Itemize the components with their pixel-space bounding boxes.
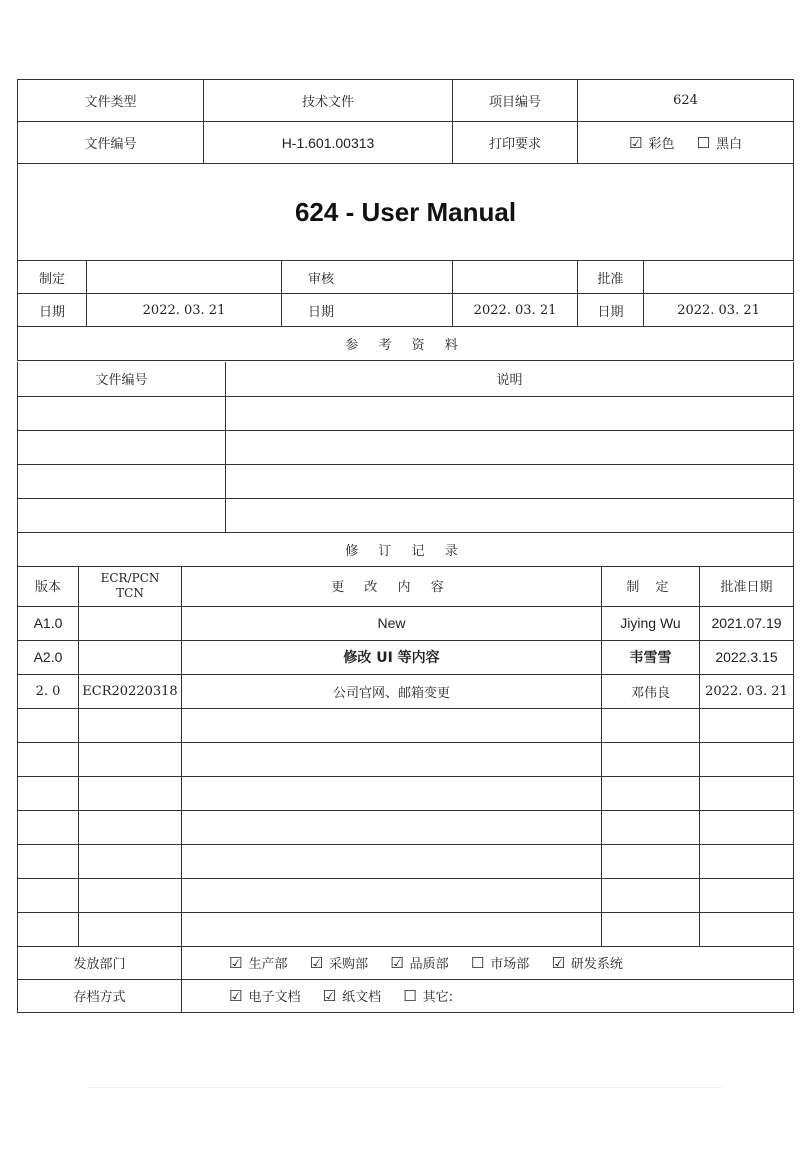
table-row bbox=[18, 810, 794, 844]
rev-col-version: 版本 bbox=[18, 566, 79, 606]
references-section-title: 参 考 资 料 bbox=[18, 327, 794, 361]
table-row bbox=[18, 640, 794, 674]
checkbox-checked-icon[interactable]: ☑ bbox=[629, 134, 643, 152]
ref-cell bbox=[226, 498, 794, 532]
revisions-section-title: 修 订 记 录 bbox=[18, 532, 794, 566]
archive-options bbox=[182, 979, 794, 1012]
table-row bbox=[18, 776, 794, 810]
archive-option-label: 电子文档 bbox=[248, 990, 301, 1005]
revisions-table bbox=[17, 566, 794, 1013]
dept-option[interactable] bbox=[390, 953, 448, 972]
ref-cell bbox=[18, 430, 226, 464]
project-no-label: 项目编号 bbox=[453, 80, 578, 122]
dept-label: 品质部 bbox=[409, 957, 449, 972]
date-label: 日期 bbox=[18, 294, 87, 327]
made-value bbox=[87, 261, 282, 294]
dept-option[interactable] bbox=[551, 953, 622, 972]
checkbox-empty-icon[interactable]: ☐ bbox=[403, 987, 417, 1005]
made-date: 2022. 03. 21 bbox=[87, 294, 282, 327]
archive-option[interactable] bbox=[229, 986, 300, 1005]
rev-content: New bbox=[182, 606, 602, 640]
table-row bbox=[18, 708, 794, 742]
doc-no-label: 文件编号 bbox=[18, 122, 204, 164]
doc-type-value: 技术文件 bbox=[204, 80, 453, 122]
rev-ecr bbox=[79, 606, 182, 640]
review-date: 2022. 03. 21 bbox=[453, 294, 578, 327]
approve-value bbox=[644, 261, 794, 294]
review-value bbox=[453, 261, 578, 294]
doc-type-label: 文件类型 bbox=[18, 80, 204, 122]
footer-divider bbox=[87, 1087, 722, 1088]
archive-row bbox=[18, 979, 794, 1012]
dept-label: 市场部 bbox=[490, 957, 530, 972]
table-row bbox=[18, 878, 794, 912]
rev-col-date: 批准日期 bbox=[700, 566, 794, 606]
archive-option-label: 其它: bbox=[422, 990, 454, 1005]
project-no-value: 624 bbox=[578, 80, 794, 122]
rev-author: Jiying Wu bbox=[602, 606, 700, 640]
archive-option-label: 纸文档 bbox=[342, 990, 382, 1005]
dept-label: 采购部 bbox=[329, 957, 369, 972]
ref-cell bbox=[18, 396, 226, 430]
print-options bbox=[578, 122, 794, 164]
approve-date: 2022. 03. 21 bbox=[644, 294, 794, 327]
print-option-color[interactable] bbox=[629, 133, 674, 152]
dept-option[interactable] bbox=[229, 953, 287, 972]
dept-option[interactable] bbox=[471, 953, 529, 972]
print-label: 打印要求 bbox=[453, 122, 578, 164]
ref-col-doc-no: 文件编号 bbox=[18, 362, 226, 396]
doc-no-value: H-1.601.00313 bbox=[204, 122, 453, 164]
table-row bbox=[18, 912, 794, 946]
document-header-table bbox=[17, 79, 794, 361]
archive-option[interactable] bbox=[403, 986, 453, 1005]
distribution-row bbox=[18, 946, 794, 979]
rev-content: 修改 UI 等内容 bbox=[182, 640, 602, 674]
dept-label: 生产部 bbox=[248, 957, 288, 972]
rev-version: A2.0 bbox=[18, 640, 79, 674]
ref-cell bbox=[18, 464, 226, 498]
rev-col-ecr-line1: ECR/PCN bbox=[100, 570, 160, 585]
references-table bbox=[17, 362, 794, 567]
dept-label: 研发系统 bbox=[570, 957, 623, 972]
table-row bbox=[18, 844, 794, 878]
rev-col-ecr bbox=[79, 566, 182, 606]
rev-date: 2022. 03. 21 bbox=[700, 674, 794, 708]
print-option-bw[interactable] bbox=[697, 133, 742, 152]
review-label: 审核 bbox=[282, 261, 453, 294]
checkbox-checked-icon[interactable]: ☑ bbox=[322, 987, 337, 1005]
rev-content: 公司官网、邮箱变更 bbox=[182, 674, 602, 708]
distribution-options bbox=[182, 946, 794, 979]
print-option-label: 黑白 bbox=[716, 137, 743, 152]
checkbox-empty-icon[interactable]: ☐ bbox=[696, 134, 711, 152]
checkbox-checked-icon[interactable]: ☑ bbox=[309, 954, 324, 972]
print-option-label: 彩色 bbox=[648, 137, 675, 152]
document-title: 624 - User Manual bbox=[18, 164, 794, 261]
ref-cell bbox=[18, 498, 226, 532]
rev-author: 韦雪雪 bbox=[602, 640, 700, 674]
date-label: 日期 bbox=[282, 294, 453, 327]
ref-col-desc: 说明 bbox=[226, 362, 794, 396]
ref-cell bbox=[226, 464, 794, 498]
ref-cell bbox=[226, 430, 794, 464]
date-label: 日期 bbox=[578, 294, 644, 327]
table-row bbox=[18, 674, 794, 708]
checkbox-checked-icon[interactable]: ☑ bbox=[390, 954, 404, 972]
checkbox-checked-icon[interactable]: ☑ bbox=[229, 987, 243, 1005]
rev-date: 2022.3.15 bbox=[700, 640, 794, 674]
ref-cell bbox=[226, 396, 794, 430]
checkbox-checked-icon[interactable]: ☑ bbox=[229, 954, 243, 972]
dept-option[interactable] bbox=[310, 953, 368, 972]
rev-col-ecr-line2: TCN bbox=[116, 585, 144, 600]
archive-option[interactable] bbox=[323, 986, 381, 1005]
rev-version: 2. 0 bbox=[18, 674, 79, 708]
approve-label: 批准 bbox=[578, 261, 644, 294]
table-row bbox=[18, 742, 794, 776]
rev-col-author: 制 定 bbox=[602, 566, 700, 606]
rev-author: 邓伟良 bbox=[602, 674, 700, 708]
made-label: 制定 bbox=[18, 261, 87, 294]
rev-version: A1.0 bbox=[18, 606, 79, 640]
checkbox-checked-icon[interactable]: ☑ bbox=[551, 954, 565, 972]
checkbox-empty-icon[interactable]: ☐ bbox=[470, 954, 485, 972]
archive-label: 存档方式 bbox=[18, 979, 182, 1012]
distribution-label: 发放部门 bbox=[18, 946, 182, 979]
rev-date: 2021.07.19 bbox=[700, 606, 794, 640]
rev-ecr: ECR20220318 bbox=[79, 674, 182, 708]
rev-col-content: 更 改 内 容 bbox=[182, 566, 602, 606]
table-row bbox=[18, 606, 794, 640]
rev-ecr bbox=[79, 640, 182, 674]
